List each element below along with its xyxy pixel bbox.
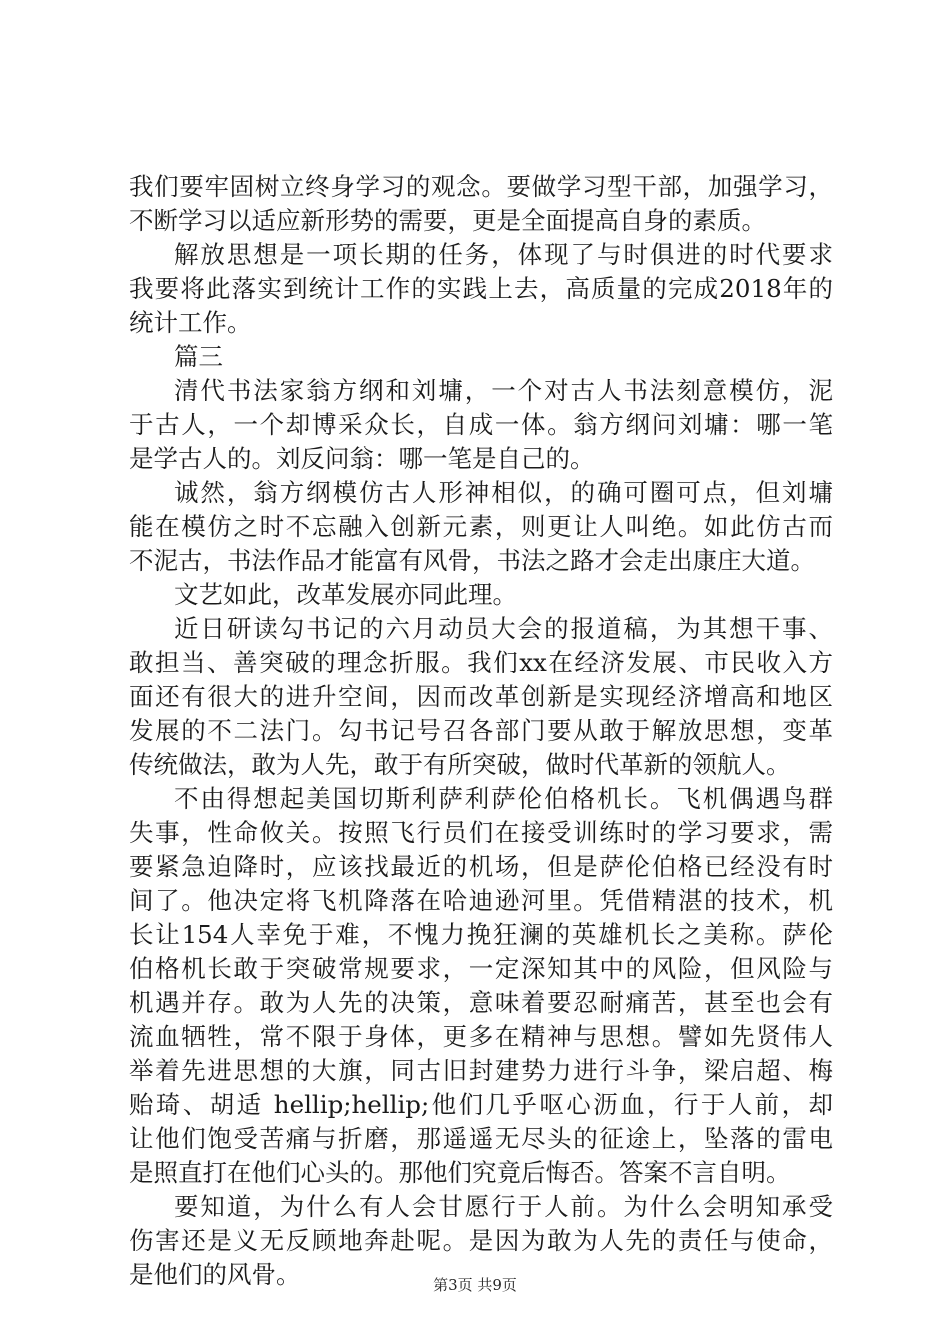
text-line: 举着先进思想的大旗，同古旧封建势力进行斗争，梁启超、梅 xyxy=(129,1056,833,1085)
text-line: 长让154人幸免于难，不愧力挽狂澜的英雄机长之美称。萨伦 xyxy=(129,920,833,949)
text-line: 不断学习以适应新形势的需要，更是全面提高自身的素质。 xyxy=(129,206,766,235)
text-line: 传统做法，敢为人先，敢于有所突破，做时代革新的领航人。 xyxy=(129,750,791,779)
text-line: 面还有很大的进升空间，因而改革创新是实现经济增高和地区 xyxy=(129,682,833,711)
body-text xyxy=(129,170,833,1292)
text-line: 诚然，翁方纲模仿古人形神相似，的确可圈可点，但刘墉 xyxy=(174,478,833,507)
text-line: 失事，性命攸关。按照飞行员们在接受训练时的学习要求，需 xyxy=(129,818,833,847)
text-line: 贻琦、胡适 hellip;hellip;他们几乎呕心沥血，行于人前，却 xyxy=(129,1090,833,1119)
text-line: 敢担当、善突破的理念折服。我们xx在经济发展、市民收入方 xyxy=(129,648,833,677)
text-line: 不泥古，书法作品才能富有风骨，书法之路才会走出康庄大道。 xyxy=(129,546,815,575)
text-line: 文艺如此，改革发展亦同此理。 xyxy=(174,580,517,609)
text-line: 近日研读勾书记的六月动员大会的报道稿，为其想干事、 xyxy=(174,614,833,643)
text-line: 要知道，为什么有人会甘愿行于人前。为什么会明知承受 xyxy=(174,1192,833,1221)
text-line: 不由得想起美国切斯利萨利萨伦伯格机长。飞机偶遇鸟群 xyxy=(174,784,833,813)
text-line: 伯格机长敢于突破常规要求，一定深知其中的风险，但风险与 xyxy=(129,954,833,983)
text-line: 篇三 xyxy=(174,342,223,371)
text-line: 解放思想是一项长期的任务，体现了与时俱进的时代要求 xyxy=(174,240,833,269)
page-footer: 第3页 共9页 xyxy=(433,1276,517,1294)
text-line: 要紧急迫降时，应该找最近的机场，但是萨伦伯格已经没有时 xyxy=(129,852,833,881)
text-line: 间了。他决定将飞机降落在哈迪逊河里。凭借精湛的技术，机 xyxy=(129,886,833,915)
text-line: 伤害还是义无反顾地奔赴呢。是因为敢为人先的责任与使命， xyxy=(129,1226,833,1255)
text-line: 我要将此落实到统计工作的实践上去，高质量的完成2018年的 xyxy=(129,274,833,303)
text-line: 是学古人的。刘反问翁：哪一笔是自己的。 xyxy=(129,444,595,473)
text-line: 让他们饱受苦痛与折磨，那遥遥无尽头的征途上，坠落的雷电 xyxy=(129,1124,833,1153)
text-line: 清代书法家翁方纲和刘墉，一个对古人书法刻意模仿，泥 xyxy=(174,376,833,405)
text-line: 流血牺牲，常不限于身体，更多在精神与思想。譬如先贤伟人 xyxy=(129,1022,833,1051)
text-line: 能在模仿之时不忘融入创新元素，则更让人叫绝。如此仿古而 xyxy=(129,512,833,541)
text-line: 我们要牢固树立终身学习的观念。要做学习型干部，加强学习， xyxy=(129,172,833,201)
text-line: 是照直打在他们心头的。那他们究竟后悔否。答案不言自明。 xyxy=(129,1158,791,1187)
text-line: 于古人，一个却博采众长，自成一体。翁方纲问刘墉：哪一笔 xyxy=(129,410,833,439)
text-line: 发展的不二法门。勾书记号召各部门要从敢于解放思想，变革 xyxy=(129,716,833,745)
text-line: 统计工作。 xyxy=(129,308,252,337)
text-line: 是他们的风骨。 xyxy=(129,1260,301,1289)
text-line: 机遇并存。敢为人先的决策，意味着要忍耐痛苦，甚至也会有 xyxy=(129,988,833,1017)
